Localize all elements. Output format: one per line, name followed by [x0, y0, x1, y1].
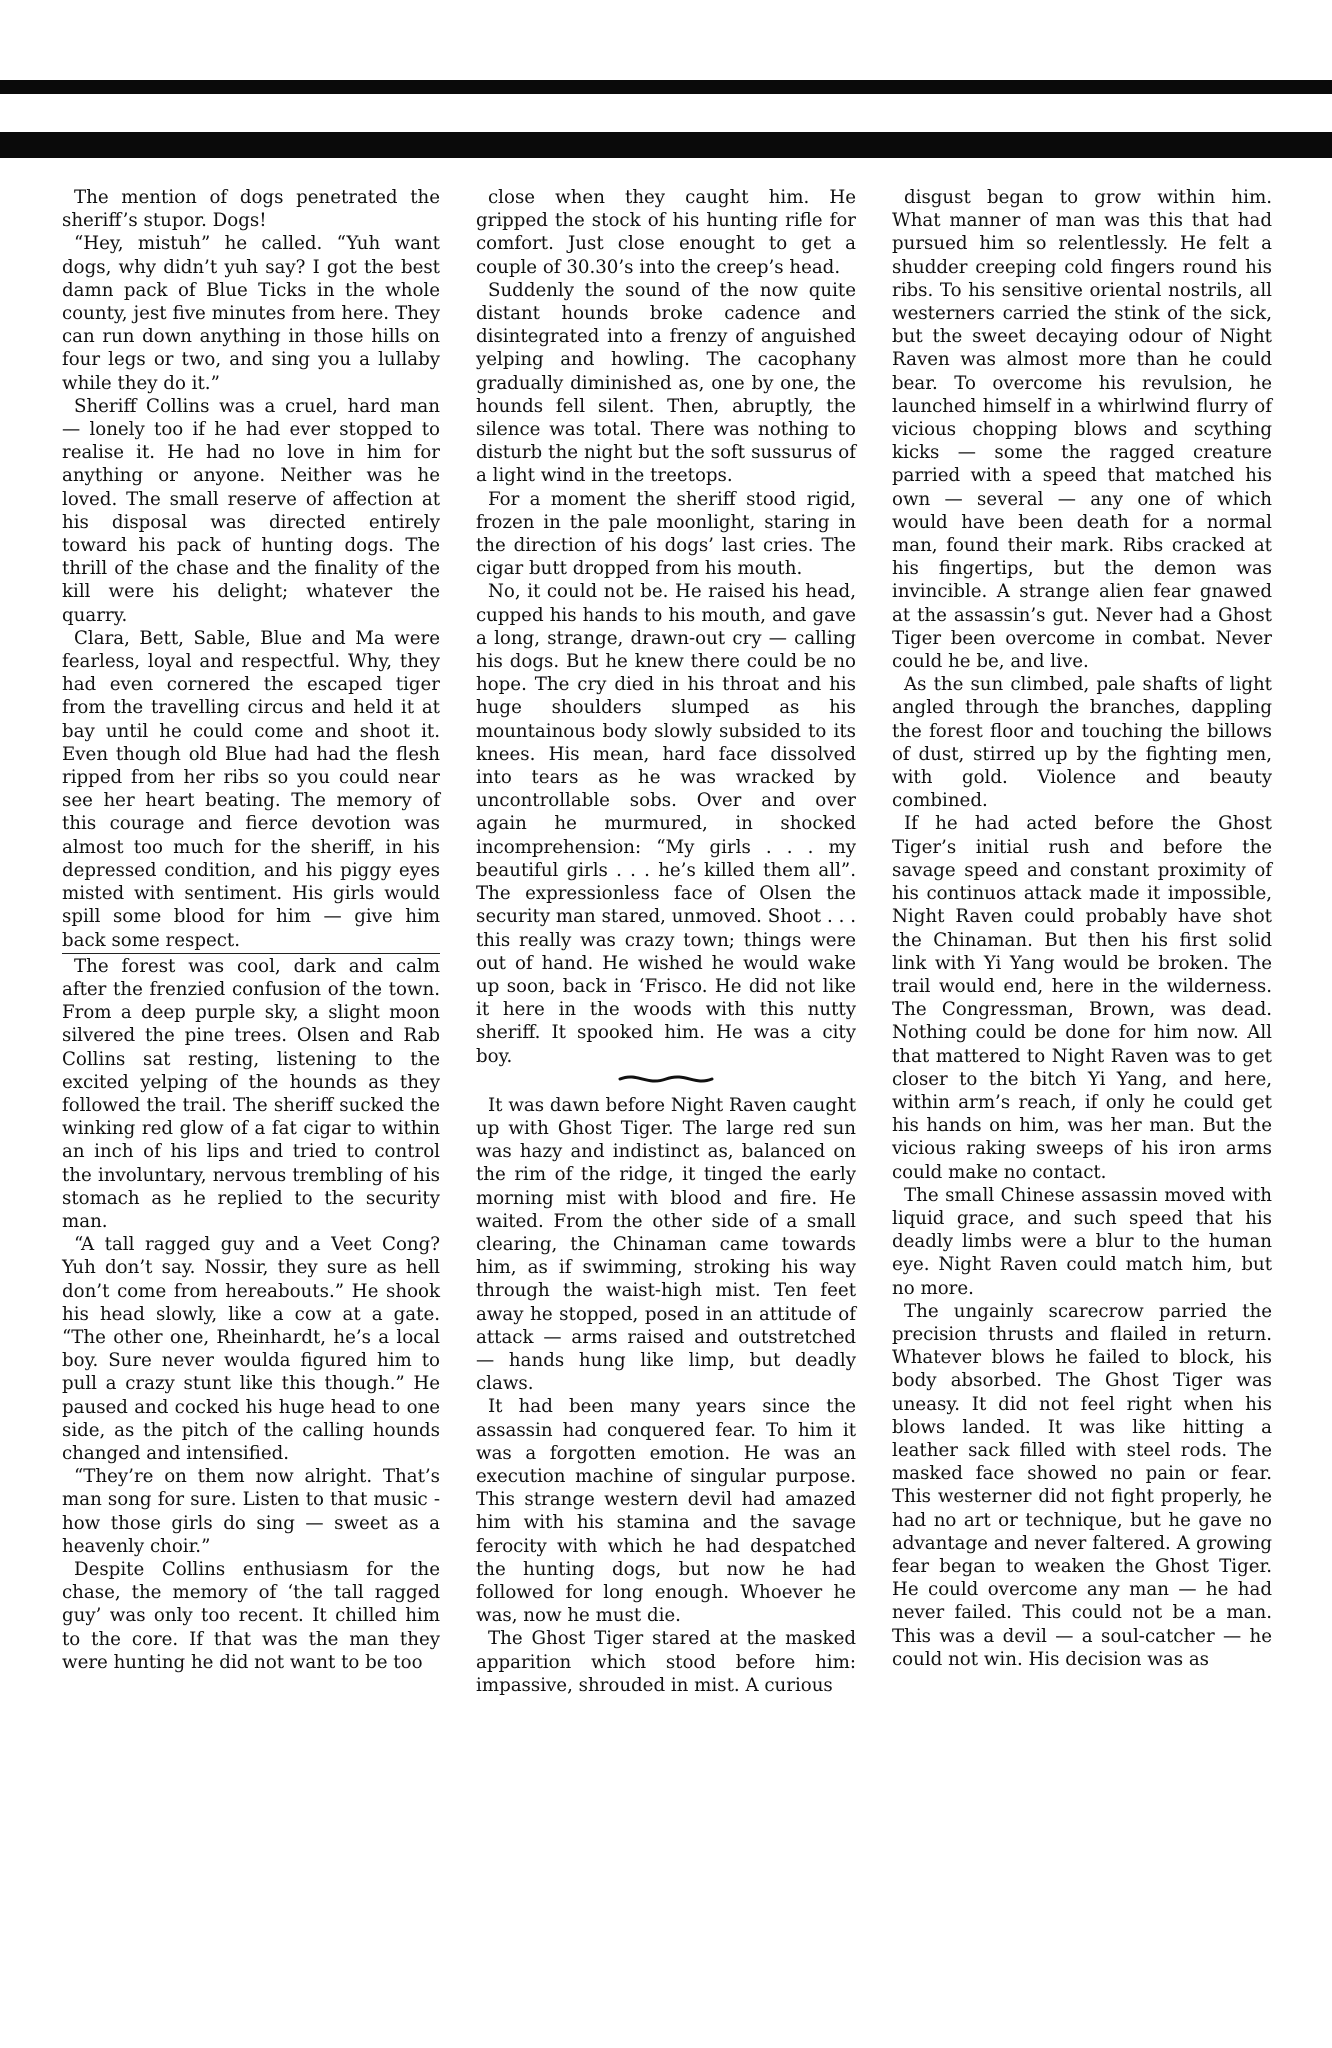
paragraph: Clara, Bett, Sable, Blue and Ma were fearless, loyal and respectful. Why, they had even cornered the escaped tiger from the travelling circus and held it at bay until he could come and shoot it. Even though old Blue had had the flesh ripped from her ribs so you could near see her heart beating. The memory of this courage and fierce devotion was almost too much for the sheriff, in his depressed condition, and his piggy eyes misted with sentiment. His girls would spill some blood for him — give him back some respect.: [62, 627, 440, 951]
scene-break-ornament: [476, 1068, 856, 1094]
paragraph: disgust began to grow within him. What manner of man was this that had pursued him so relentlessly. He felt a shudder creeping cold fingers round his ribs. To his sensitive oriental nostrils, all westerners carried the stink of the sick, but the sweet decaying odour of Night Raven was almost more than he could bear. To overcome his revulsion, he launched himself in a whirlwind flurry of vicious chopping blows and scything kicks — some the ragged creature parried with a speed that matched his own — several — any one of which would have been death for a normal man, found their mark. Ribs cracked at his fingertips, but the demon was invincible. A strange alien fear gnawed at the assassin’s gut. Never had a Ghost Tiger been overcome in combat. Never could he be, and live.: [892, 187, 1272, 673]
paragraph: If he had acted before the Ghost Tiger’s initial rush and before the savage speed and constant proximity of his continuos attack made it impossible, Night Raven could probably have shot the Chinaman. But then his first solid link with Yi Yang would be broken. The trail would end, here in the wilderness. The Congressman, Brown, was dead. Nothing could be done for him now. All that mattered to Night Raven was to get closer to the bitch Yi Yang, and here, within arm’s reach, if only he could get his hands on him, was her man. But the vicious raking sweeps of his iron arms could make no contact.: [892, 813, 1272, 1183]
paragraph: “A tall ragged guy and a Veet Cong? Yuh don’t say. Nossir, they sure as hell don’t come from hereabouts.” He shook his head slowly, like a cow at a gate. “The other one, Rheinhardt, he’s a local boy. Sure never woulda figured him to pull a crazy stunt like this though.” He paused and cocked his huge head to one side, as the pitch of the calling hounds changed and intensified.: [62, 1234, 440, 1464]
paragraph: close when they caught him. He gripped the stock of his hunting rifle for comfort. Just close enought to get a couple of 30.30’s into the creep’s head.: [476, 187, 856, 278]
squiggle-ornament-icon: [616, 1068, 716, 1090]
header-rule-thin: [0, 80, 1332, 94]
text-column-2: [476, 186, 856, 1697]
paragraph: The mention of dogs penetrated the sheriff’s stupor. Dogs!: [62, 187, 440, 232]
paragraph: “They’re on them now alright. That’s man song for sure. Listen to that music - how those girls do sing — sweet as a heavenly choir.”: [62, 1466, 440, 1557]
paragraph: The Ghost Tiger stared at the masked apparition which stood before him: impassive, shrouded in mist. A curious: [476, 1628, 856, 1696]
text-column-3: [892, 186, 1272, 1671]
paragraph: “Hey, mistuh” he called. “Yuh want dogs, why didn’t yuh say? I got the best damn pack of Blue Ticks in the whole county, jest five minutes from here. They can run down anything in those hills on four legs or two, and sing you a lullaby while they do it.”: [62, 233, 440, 394]
text-column-1: [62, 186, 440, 1674]
header-rule-thick: [0, 132, 1332, 158]
paragraph: Despite Collins enthusiasm for the chase, the memory of ‘the tall ragged guy’ was only too recent. It chilled him to the core. If that was the man they were hunting he did not want to be too: [62, 1558, 440, 1673]
paragraph: It was dawn before Night Raven caught up with Ghost Tiger. The large red sun was hazy and indistinct as, balanced on the rim of the ridge, it tinged the early morning mist with blood and fire. He waited. From the other side of a small clearing, the Chinaman came towards him, as if swimming, stroking his way through the waist-high mist. Ten feet away he stopped, posed in an attitude of attack — arms raised and outstretched — hands hung like limp, but deadly claws.: [476, 1094, 856, 1395]
paragraph: The ungainly scarecrow parried the precision thrusts and flailed in return. Whatever blows he failed to block, his body absorbed. The Ghost Tiger was uneasy. It did not feel right when his blows landed. It was like hitting a leather sack filled with steel rods. The masked face showed no pain or fear. This westerner did not fight properly, he had no art or technique, but he gave no advantage and never faltered. A growing fear began to weaken the Ghost Tiger. He could overcome any man — he had never failed. This could not be a man. This was a devil — a soul-catcher — he could not win. His decision was as: [892, 1300, 1272, 1670]
paragraph: The small Chinese assassin moved with liquid grace, and such speed that his deadly limbs were a blur to the human eye. Night Raven could match him, but no more.: [892, 1184, 1272, 1299]
paragraph: The forest was cool, dark and calm after the frenzied confusion of the town. From a deep purple sky, a slight moon silvered the pine trees. Olsen and Rab Collins sat resting, listening to the excited yelping of the hounds as they followed the trail. The sheriff sucked the winking red glow of a fat cigar to within an inch of his lips and tried to control the involuntary, nervous trembling of his stomach as he replied to the security man.: [62, 955, 440, 1232]
paragraph: Sheriff Collins was a cruel, hard man — lonely too if he had ever stopped to realise it. He had no love in him for anything or anyone. Neither was he loved. The small reserve of affection at his disposal was directed entirely toward his pack of hunting dogs. The thrill of the chase and the finality of the kill were his delight; whatever the quarry.: [62, 395, 440, 626]
paragraph: For a moment the sheriff stood rigid, frozen in the pale moonlight, staring in the direction of his dogs’ last cries. The cigar butt dropped from his mouth.: [476, 488, 856, 580]
paragraph: No, it could not be. He raised his head, cupped his hands to his mouth, and gave a long, strange, drawn-out cry — calling his dogs. But he knew there could be no hope. The cry died in his throat and his huge shoulders slumped as his mountainous body slowly subsided to its knees. His mean, hard face dissolved into tears as he was wracked by uncontrollable sobs. Over and over again he murmured, in shocked incomprehension: “My girls . . . my beautiful girls . . . he’s killed them all”. The expressionless face of Olsen the security man stared, unmoved. Shoot . . . this really was crazy town; things were out of hand. He wished he would wake up soon, back in ‘Frisco. He did not like it here in the woods with this nutty sheriff. It spooked him. He was a city boy.: [476, 581, 856, 1067]
paragraph: Suddenly the sound of the now quite distant hounds broke cadence and disintegrated into a frenzy of anguished yelping and howling. The cacophany gradually diminished as, one by one, the hounds fell silent. Then, abruptly, the silence was total. There was nothing to disturb the night but the soft sussurus of a light wind in the treetops.: [476, 279, 856, 487]
paragraph: It had been many years since the assassin had conquered fear. To him it was a forgotten emotion. He was an execution machine of singular purpose. This strange western devil had amazed him with his stamina and the savage ferocity with which he had despatched the hunting dogs, but now he had followed for long enough. Whoever he was, now he must die.: [476, 1396, 856, 1627]
section-divider: [62, 953, 440, 954]
paragraph: As the sun climbed, pale shafts of light angled through the branches, dappling the forest floor and touching the billows of dust, stirred up by the fighting men, with gold. Violence and beauty combined.: [892, 674, 1272, 812]
